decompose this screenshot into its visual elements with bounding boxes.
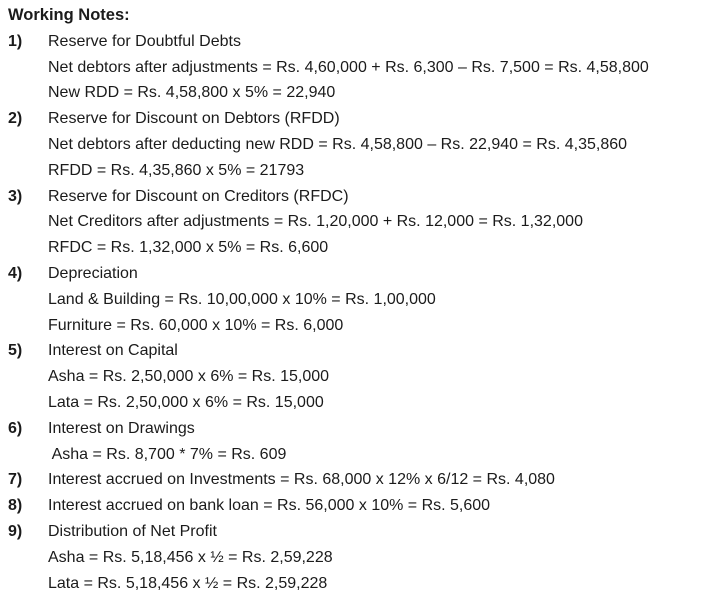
note-body (48, 261, 701, 338)
note-calculation: Net debtors after deducting new RDD = Rs. 4,58,800 – Rs. 22,940 = Rs. 4,35,860 (48, 135, 628, 153)
note-body (48, 416, 701, 468)
note-number: 1) (8, 32, 23, 50)
note-calculation: Furniture = Rs. 60,000 x 10% = Rs. 6,000 (48, 316, 344, 334)
note-calculation: Lata = Rs. 2,50,000 x 6% = Rs. 15,000 (48, 393, 324, 411)
note-calculation: Interest accrued on bank loan = Rs. 56,000 x 10% = Rs. 5,600 (48, 497, 491, 515)
note-2 (8, 106, 701, 183)
note-5 (8, 338, 701, 415)
note-number: 2) (8, 110, 23, 128)
note-body (48, 338, 701, 415)
note-body (48, 106, 701, 183)
note-3 (8, 184, 701, 261)
note-heading: Reserve for Discount on Debtors (RFDD) (48, 110, 340, 128)
note-calculation: Asha = Rs. 5,18,456 x ½ = Rs. 2,59,228 (48, 548, 333, 566)
page-title: Working Notes: (8, 6, 130, 24)
note-calculation: Asha = Rs. 2,50,000 x 6% = Rs. 15,000 (48, 368, 330, 386)
note-heading: Depreciation (48, 264, 138, 282)
note-heading: Interest on Capital (48, 342, 178, 360)
note-calculation: New RDD = Rs. 4,58,800 x 5% = 22,940 (48, 84, 336, 102)
note-heading: Reserve for Discount on Creditors (RFDC) (48, 187, 349, 205)
note-heading: Distribution of Net Profit (48, 522, 217, 540)
note-number: 3) (8, 187, 23, 205)
note-number: 8) (8, 497, 23, 515)
note-body (48, 519, 701, 596)
note-7 (8, 467, 701, 493)
note-number: 6) (8, 419, 23, 437)
note-body (48, 29, 701, 106)
note-calculation: RFDD = Rs. 4,35,860 x 5% = 21793 (48, 161, 305, 179)
note-calculation: Net debtors after adjustments = Rs. 4,60,000 + Rs. 6,300 – Rs. 7,500 = Rs. 4,58,800 (48, 58, 649, 76)
note-calculation: Net Creditors after adjustments = Rs. 1,20,000 + Rs. 12,000 = Rs. 1,32,000 (48, 213, 583, 231)
note-calculation: Lata = Rs. 5,18,456 x ½ = Rs. 2,59,228 (48, 574, 328, 592)
note-calculation: Interest accrued on Investments = Rs. 68,000 x 12% x 6/12 = Rs. 4,080 (48, 471, 555, 489)
note-number: 4) (8, 264, 23, 282)
note-1 (8, 29, 701, 106)
note-calculation: Asha = Rs. 8,700 * 7% = Rs. 609 (48, 445, 287, 463)
note-body (48, 184, 701, 261)
note-6 (8, 416, 701, 468)
note-body (48, 467, 701, 493)
note-4 (8, 261, 701, 338)
note-calculation: Land & Building = Rs. 10,00,000 x 10% = Rs. 1,00,000 (48, 290, 436, 308)
note-heading: Reserve for Doubtful Debts (48, 32, 241, 50)
note-body (48, 493, 701, 519)
note-heading: Interest on Drawings (48, 419, 195, 437)
note-calculation: RFDC = Rs. 1,32,000 x 5% = Rs. 6,600 (48, 239, 329, 257)
note-number: 7) (8, 471, 23, 489)
note-number: 9) (8, 522, 23, 540)
note-number: 5) (8, 342, 23, 360)
note-9 (8, 519, 701, 596)
note-8 (8, 493, 701, 519)
